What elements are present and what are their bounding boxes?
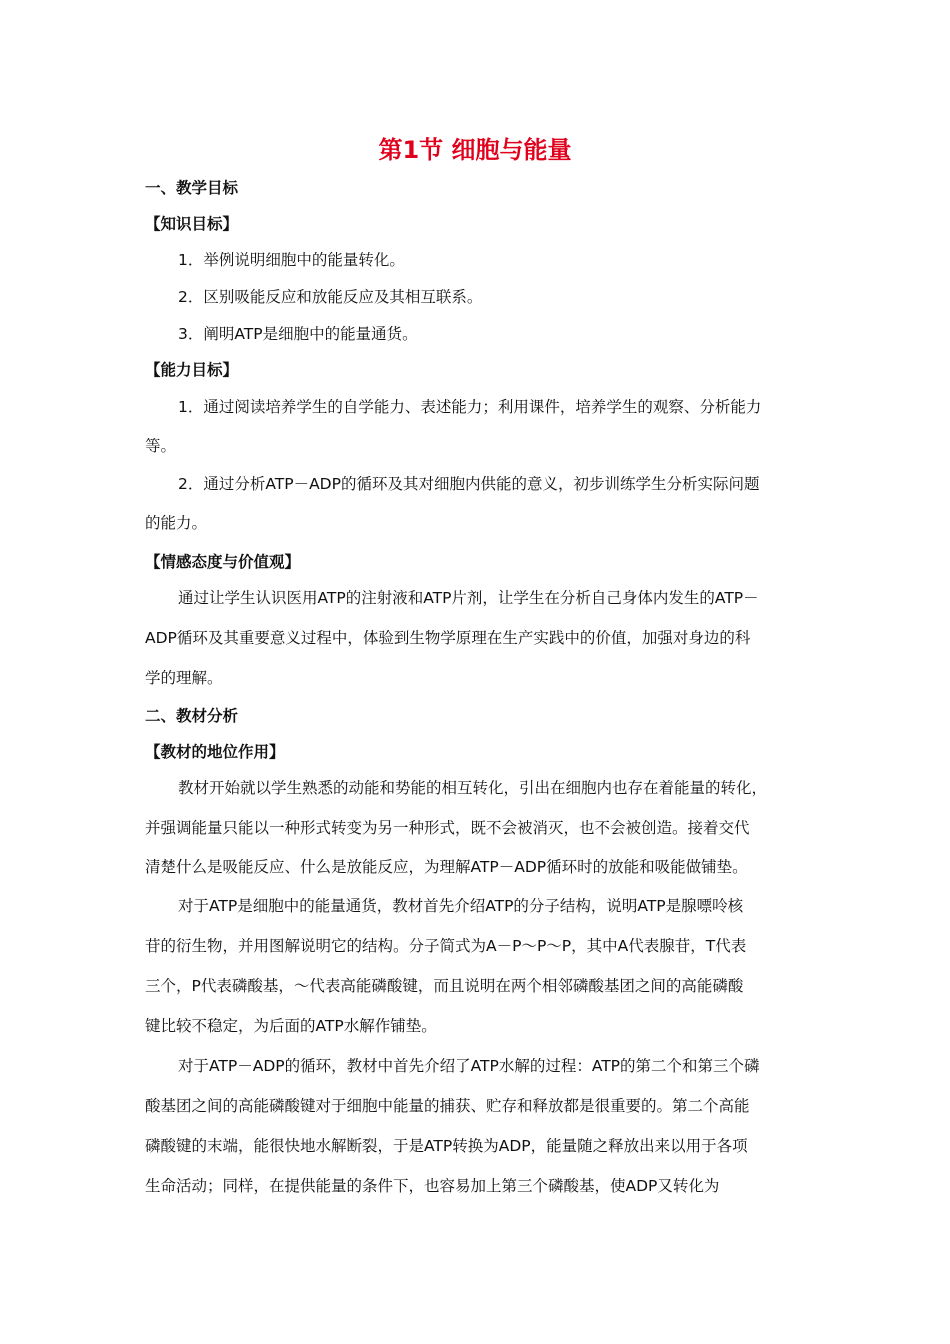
subheading-ability-goals: 【能力目标】 (145, 361, 239, 379)
subheading-knowledge-goals: 【知识目标】 (145, 215, 239, 233)
paragraph-3-line-4: 生命活动；同样，在提供能量的条件下，也容易加上第三个磷酸基，使ADP又转化为 (145, 1177, 720, 1195)
paragraph-2-line-2: 苷的衍生物，并用图解说明它的结构。分子简式为A－P～P～P，其中A代表腺苷，T代表 (145, 937, 747, 955)
paragraph-1-line-2: 并强调能量只能以一种形式转变为另一种形式，既不会被消灭，也不会被创造。接着交代 (145, 819, 750, 837)
section-heading-textbook-analysis: 二、教材分析 (145, 707, 239, 725)
paragraph-3-line-2: 酸基团之间的高能磷酸键对于细胞中能量的捕获、贮存和释放都是很重要的。第二个高能 (145, 1097, 750, 1115)
knowledge-item-1: 1．举例说明细胞中的能量转化。 (178, 251, 405, 269)
paragraph-2-line-4: 键比较不稳定，为后面的ATP水解作铺垫。 (145, 1017, 437, 1035)
attitude-line-3: 学的理解。 (145, 669, 223, 687)
paragraph-3-line-1: 对于ATP－ADP的循环，教材中首先介绍了ATP水解的过程：ATP的第二个和第三个磷 (178, 1057, 760, 1075)
section-heading-objectives: 一、教学目标 (145, 179, 239, 197)
attitude-line-2: ADP循环及其重要意义过程中，体验到生物学原理在生产实践中的价值，加强对身边的科 (145, 629, 751, 647)
ability-item-1-line-1: 1．通过阅读培养学生的自学能力、表述能力；利用课件，培养学生的观察、分析能力 (178, 398, 762, 416)
paragraph-2-line-1: 对于ATP是细胞中的能量通货，教材首先介绍ATP的分子结构，说明ATP是腺嘌呤核 (178, 897, 744, 915)
ability-item-1-line-2: 等。 (145, 437, 177, 455)
paragraph-2-line-3: 三个，P代表磷酸基，～代表高能磷酸键，而且说明在两个相邻磷酸基团之间的高能磷酸 (145, 977, 744, 995)
ability-item-2-line-2: 的能力。 (145, 514, 208, 532)
paragraph-1-line-3: 清楚什么是吸能反应、什么是放能反应，为理解ATP－ADP循环时的放能和吸能做铺垫。 (145, 858, 748, 876)
subheading-textbook-role: 【教材的地位作用】 (145, 743, 285, 761)
paragraph-1-line-1: 教材开始就以学生熟悉的动能和势能的相互转化，引出在细胞内也存在着能量的转化， (178, 779, 768, 797)
paragraph-3-line-3: 磷酸键的末端，能很快地水解断裂，于是ATP转换为ADP，能量随之释放出来以用于各项 (145, 1137, 748, 1155)
knowledge-item-3: 3．阐明ATP是细胞中的能量通货。 (178, 325, 418, 343)
subheading-attitude-values: 【情感态度与价值观】 (145, 553, 301, 571)
attitude-line-1: 通过让学生认识医用ATP的注射液和ATP片剂，让学生在分析自己身体内发生的ATP－ (178, 589, 759, 607)
ability-item-2-line-1: 2．通过分析ATP－ADP的循环及其对细胞内供能的意义，初步训练学生分析实际问题 (178, 475, 760, 493)
document-title: 第1节 细胞与能量 (378, 136, 572, 164)
knowledge-item-2: 2．区别吸能反应和放能反应及其相互联系。 (178, 288, 483, 306)
